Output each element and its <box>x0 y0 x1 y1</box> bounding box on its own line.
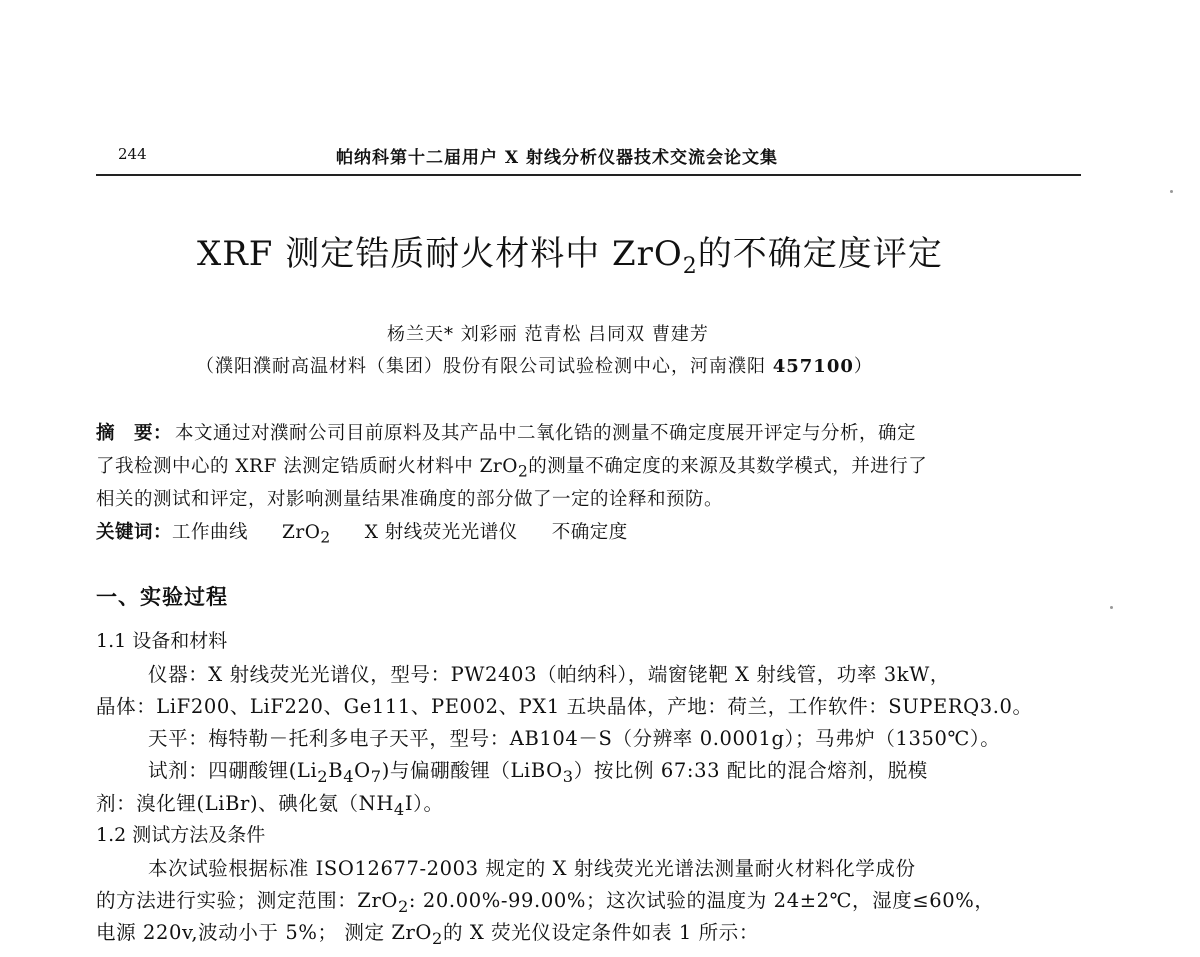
keyword-2: ZrO$_2$ <box>282 522 331 547</box>
abstract-line-3: 相关的测试和评定，对影响测量结果准确度的部分做了一定的诠释和预防。 <box>96 489 724 510</box>
keyword-3: X 射线荧光光谱仪 <box>364 522 518 543</box>
header-rule <box>96 174 1081 176</box>
keyword-4: 不确定度 <box>551 522 628 543</box>
scan-speck <box>1110 606 1113 609</box>
affiliation: （濮阳濮耐高温材料（集团）股份有限公司试验检测中心，河南濮阳 457100） <box>196 356 873 377</box>
running-header-title: 帕纳科第十二届用户 X 射线分析仪器技术交流会论文集 <box>336 148 779 168</box>
balance-line: 天平：梅特勒－托利多电子天平，型号：AB104－S（分辨率 0.0001g）；马弗炉（1350℃）。 <box>148 727 1001 750</box>
abstract-line-1: 本文通过对濮耐公司目前原料及其产品中二氧化锆的测量不确定度展开评定与分析，确定 <box>175 423 917 444</box>
keywords-label: 关键词： <box>96 522 173 543</box>
subsection-1-1: 1.1 设备和材料 <box>96 630 228 652</box>
page-number: 244 <box>118 145 147 163</box>
method-line-3: 电源 220v,波动小于 5%； 测定 ZrO$_2$的 X 荧光仪设定条件如表 1 所示： <box>96 921 759 948</box>
reagent-line-1: 试剂：四硼酸锂$(Li_2B_4O_7)$与偏硼酸锂（LiBO$_3$）按比例 67:33 配比的混合熔剂，脱模 <box>148 759 928 786</box>
author-list: 杨兰天* 刘彩丽 范青松 吕同双 曹建芳 <box>387 324 709 345</box>
method-line-2: 的方法进行实验；测定范围：ZrO$_2$: 20.00%-99.00%；这次试验的温度为 24±2℃，湿度≤60%， <box>96 889 995 916</box>
method-line-1: 本次试验根据标准 ISO12677-2003 规定的 X 射线荧光光谱法测量耐火材料化学成份 <box>148 857 916 880</box>
paper-title: XRF 测定锆质耐火材料中 ZrO$_2$的不确定度评定 <box>197 234 943 279</box>
keyword-1: 工作曲线 <box>172 522 249 543</box>
instrument-line-2: 晶体：LiF200、LiF220、Ge111、PE002、PX1 五块晶体，产地：荷兰，工作软件：SUPERQ3.0。 <box>96 695 1033 718</box>
scan-speck <box>1170 190 1173 193</box>
subsection-1-2: 1.2 测试方法及条件 <box>96 824 266 846</box>
instrument-line-1: 仪器：X 射线荧光光谱仪，型号：PW2403（帕纳科），端窗铑靶 X 射线管，功率 3kW， <box>148 663 950 686</box>
reagent-line-2: 剂：溴化锂(LiBr)、碘化氨$(NH_4I)$。 <box>96 792 444 819</box>
section-heading: 一、实验过程 <box>96 584 228 609</box>
abstract-line-2: 了我检测中心的 XRF 法测定锆质耐火材料中 ZrO$_2$的测量不确定度的来源及其数学模式，并进行了 <box>96 456 928 481</box>
keywords <box>96 518 662 547</box>
abstract-label: 摘 要： <box>96 423 173 444</box>
